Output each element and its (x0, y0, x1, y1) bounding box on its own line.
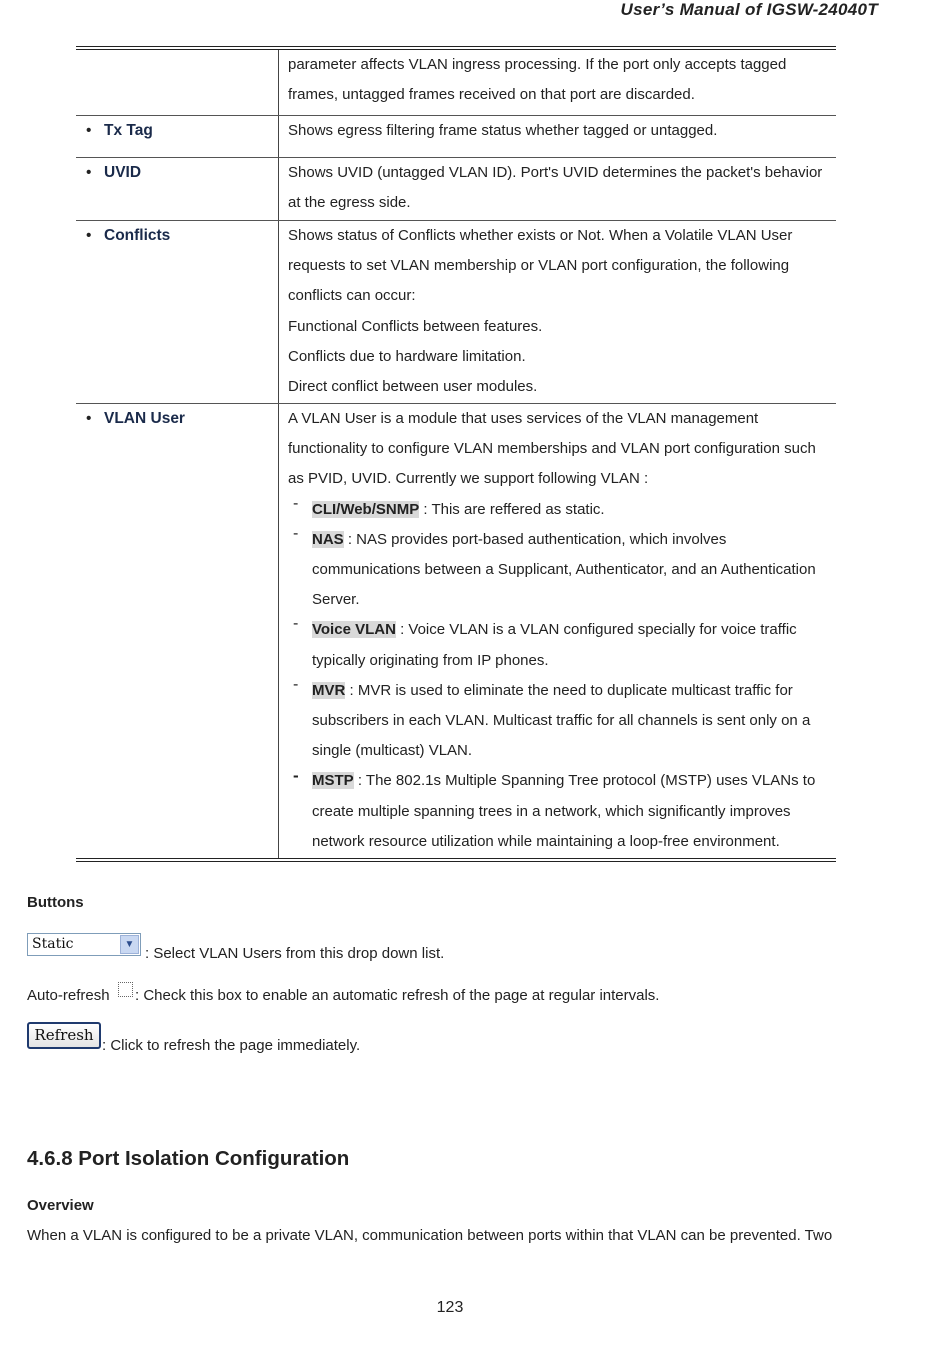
term-cell (76, 158, 279, 220)
vlan-user-desc: : Voice VLAN is a VLAN configured specially for voice traffic (395, 621, 797, 639)
term-cell (76, 50, 279, 115)
vlan-user-desc: subscribers in each VLAN. Multicast traffic for all channels is sent only on a (312, 712, 811, 730)
auto-refresh-description: : Check this box to enable an automatic refresh of the page at regular intervals. (135, 987, 660, 1004)
vlan-user-item-cli-web-snmp (288, 495, 836, 525)
vlan-user-desc: network resource utilization while maintaining a loop-free environment. (312, 832, 780, 850)
description-line: requests to set VLAN membership or VLAN port configuration, the following (288, 257, 790, 275)
term-label: • Conflicts (86, 221, 170, 251)
buttons-heading: Buttons (27, 894, 84, 911)
refresh-description: : Click to refresh the page immediately. (102, 1037, 361, 1054)
term-label: • Tx Tag (86, 116, 153, 146)
vlan-user-select[interactable] (27, 933, 141, 956)
vlan-user-desc: create multiple spanning trees in a network, which significantly improves (312, 802, 791, 820)
vlan-user-name: MVR (312, 681, 346, 699)
select-value: Static (32, 936, 74, 952)
dash-icon: - (293, 524, 299, 542)
dash-icon: - (293, 675, 299, 693)
description-line: functionality to configure VLAN memberships and VLAN port configuration such (288, 440, 816, 458)
vlan-user-name: NAS (312, 530, 344, 548)
auto-refresh-label: Auto-refresh (27, 987, 110, 1004)
vlan-user-name: Voice VLAN (312, 621, 396, 639)
term-label: • UVID (86, 158, 141, 188)
vlan-user-desc: communications between a Supplicant, Authenticator, and an Authentication (312, 561, 816, 579)
description-line: at the egress side. (288, 194, 411, 212)
section-heading: 4.6.8 Port Isolation Configuration (27, 1147, 350, 1170)
refresh-button[interactable]: Refresh (27, 1022, 101, 1049)
term-cell (76, 116, 279, 157)
overview-heading: Overview (27, 1197, 94, 1214)
vlan-user-name: MSTP (312, 772, 354, 790)
vlan-user-item-mstp (288, 766, 836, 857)
description-line: Shows UVID (untagged VLAN ID). Port's UVID determines the packet's behavior (288, 164, 823, 181)
auto-refresh-checkbox[interactable] (118, 982, 133, 997)
dash-icon: - (293, 615, 299, 633)
table-row (76, 404, 836, 858)
description-line: Shows egress filtering frame status whether tagged or untagged. (288, 122, 718, 139)
bullet-icon: • (86, 410, 92, 427)
term-label: • VLAN User (86, 404, 185, 434)
description-line: Direct conflict between user modules. (288, 378, 538, 396)
manual-header-title: User’s Manual of IGSW-24040T (620, 0, 878, 19)
table-row (76, 221, 836, 404)
vlan-user-desc: typically originating from IP phones. (312, 651, 549, 669)
dash-icon: - (293, 494, 299, 512)
description-line: Shows status of Conflicts whether exists or Not. When a Volatile VLAN User (288, 227, 793, 244)
bullet-icon: • (86, 227, 92, 244)
vlan-user-desc: : This are reffered as static. (419, 500, 605, 518)
description-line: A VLAN User is a module that uses services of the VLAN management (288, 410, 759, 427)
description-line: Functional Conflicts between features. (288, 317, 543, 335)
vlan-user-desc: : The 802.1s Multiple Spanning Tree protocol (MSTP) uses VLANs to (353, 772, 816, 790)
overview-paragraph: When a VLAN is configured to be a private VLAN, communication between ports within that VLAN can be prevented. Two (27, 1227, 833, 1244)
description-line: conflicts can occur: (288, 287, 416, 305)
bullet-icon: • (86, 164, 92, 181)
description-line: as PVID, UVID. Currently we support following VLAN : (288, 470, 649, 488)
page-number: 123 (436, 1299, 464, 1316)
vlan-user-desc: single (multicast) VLAN. (312, 742, 473, 760)
description-line: parameter affects VLAN ingress processing. If the port only accepts tagged (288, 56, 787, 73)
table-row (76, 116, 836, 158)
description-cell (279, 158, 836, 220)
vlan-user-item-nas (288, 525, 836, 616)
table-row (76, 50, 836, 116)
description-cell (279, 116, 836, 157)
vlan-user-name: CLI/Web/SNMP (312, 500, 420, 518)
chevron-down-icon[interactable]: ▼ (120, 935, 139, 954)
description-cell (279, 50, 836, 115)
description-cell (279, 404, 836, 858)
bullet-icon: • (86, 122, 92, 139)
parameter-table (76, 46, 836, 862)
vlan-user-item-mvr (288, 676, 836, 767)
vlan-user-item-voice-vlan (288, 615, 836, 675)
term-cell (76, 221, 279, 403)
table-row (76, 158, 836, 221)
description-line: Conflicts due to hardware limitation. (288, 347, 526, 365)
vlan-user-desc: : MVR is used to eliminate the need to duplicate multicast traffic for (345, 681, 793, 699)
description-line: frames, untagged frames received on that port are discarded. (288, 86, 695, 104)
select-description: : Select VLAN Users from this drop down list. (145, 945, 445, 962)
term-cell (76, 404, 279, 858)
dash-icon: - (293, 766, 299, 786)
description-cell (279, 221, 836, 403)
vlan-user-desc: : NAS provides port-based authentication, which involves (343, 530, 727, 548)
vlan-user-desc: Server. (312, 591, 360, 609)
